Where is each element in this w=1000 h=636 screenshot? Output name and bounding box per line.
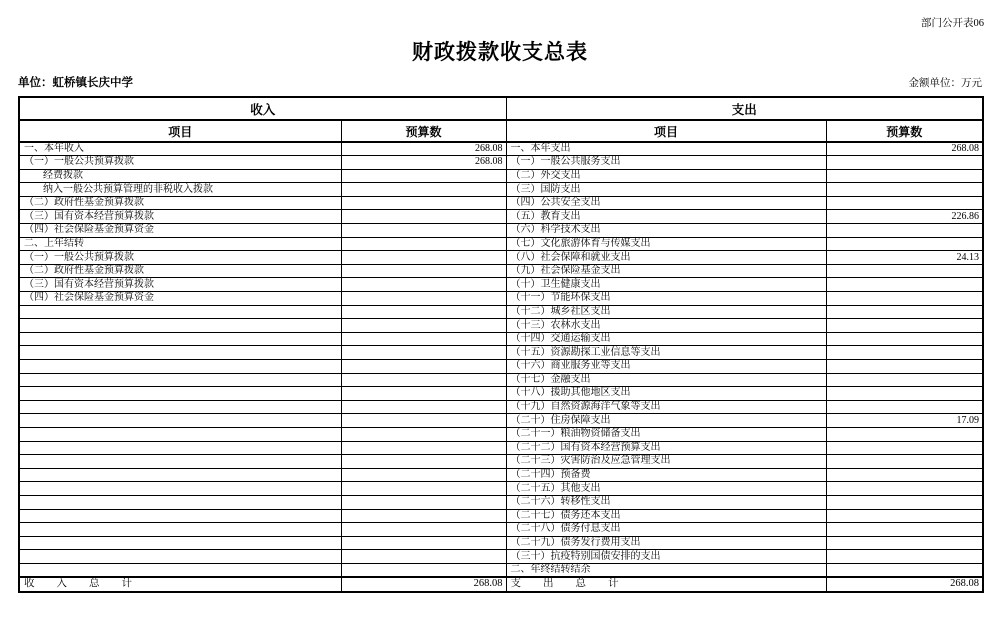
expense-item-cell: （十六）商业服务业等支出 [506,360,826,374]
income-item-cell: （一）一般公共预算拨款 [19,251,341,265]
table-row [19,237,983,251]
table-row [19,319,983,333]
income-budget-col-header: 预算数 [341,120,506,142]
expense-budget-cell [826,224,983,238]
income-budget-cell [341,373,506,387]
expense-budget-cell [826,264,983,278]
expense-budget-cell [826,523,983,537]
income-item-cell [19,563,341,577]
expense-item-cell: （十八）援助其他地区支出 [506,387,826,401]
expense-item-cell: （二）外交支出 [506,169,826,183]
expense-item-cell: 二、年终结转结余 [506,563,826,577]
table-row [19,169,983,183]
expense-item-cell: （二十）住房保障支出 [506,414,826,428]
expense-item-cell: （二十六）转移性支出 [506,495,826,509]
income-item-cell: （二）政府性基金预算拨款 [19,264,341,278]
income-budget-cell [341,468,506,482]
expense-item-cell: （十二）城乡社区支出 [506,305,826,319]
expense-budget-cell [826,441,983,455]
table-row [19,427,983,441]
table-row [19,346,983,360]
expense-budget-cell [826,237,983,251]
expense-budget-cell [826,183,983,197]
income-item-cell [19,360,341,374]
income-budget-cell [341,305,506,319]
table-row [19,495,983,509]
budget-summary-table [18,96,984,593]
expense-budget-cell [826,346,983,360]
expense-budget-cell [826,373,983,387]
expense-budget-cell: 24.13 [826,251,983,265]
table-row [19,305,983,319]
income-item-cell: （四）社会保险基金预算资金 [19,224,341,238]
table-row [19,210,983,224]
table-row [19,400,983,414]
income-budget-cell: 268.08 [341,142,506,156]
income-budget-cell [341,332,506,346]
income-budget-cell [341,523,506,537]
table-row [19,387,983,401]
income-item-cell: 二、上年结转 [19,237,341,251]
table-row [19,196,983,210]
expense-item-cell: （六）科学技术支出 [506,224,826,238]
income-budget-cell [341,292,506,306]
expense-budget-cell [826,400,983,414]
expense-total-label: 支出总计 [506,577,826,592]
income-budget-cell [341,264,506,278]
expense-budget-cell [826,305,983,319]
section-header-row [19,97,983,120]
income-item-cell [19,441,341,455]
income-item-cell: 纳入一般公共预算管理的非税收入拨款 [19,183,341,197]
expense-budget-cell [826,169,983,183]
income-budget-cell [341,427,506,441]
expense-item-cell: （五）教育支出 [506,210,826,224]
income-budget-cell [341,196,506,210]
expense-item-col-header: 项目 [506,120,826,142]
expense-item-cell: （四）公共安全支出 [506,196,826,210]
table-row [19,251,983,265]
table-row [19,468,983,482]
income-item-cell [19,468,341,482]
income-budget-cell [341,482,506,496]
table-row [19,292,983,306]
income-item-cell [19,550,341,564]
expense-item-cell: （十）卫生健康支出 [506,278,826,292]
table-row [19,536,983,550]
expense-budget-cell: 226.86 [826,210,983,224]
income-budget-cell [341,536,506,550]
income-item-cell [19,482,341,496]
table-row [19,278,983,292]
expense-budget-cell [826,196,983,210]
income-budget-cell [341,495,506,509]
table-row [19,156,983,170]
table-row [19,550,983,564]
expense-item-cell: （十三）农林水支出 [506,319,826,333]
income-budget-cell [341,210,506,224]
income-budget-cell [341,346,506,360]
income-budget-cell [341,550,506,564]
income-total-label: 收入总计 [19,577,341,592]
income-item-cell: 经费拨款 [19,169,341,183]
form-code: 部门公开表06 [921,18,984,29]
expense-item-cell: （二十二）国有资本经营预算支出 [506,441,826,455]
expense-item-cell: （七）文化旅游体育与传媒支出 [506,237,826,251]
expense-item-cell: （二十四）预备费 [506,468,826,482]
income-budget-cell [341,237,506,251]
column-header-row [19,120,983,142]
expense-budget-cell [826,509,983,523]
income-budget-cell [341,169,506,183]
table-row [19,360,983,374]
table-row [19,482,983,496]
page-title: 财政拨款收支总表 [412,40,588,64]
table-row [19,332,983,346]
income-item-cell: （三）国有资本经营预算拨款 [19,210,341,224]
expense-item-cell: （二十五）其他支出 [506,482,826,496]
table-row [19,509,983,523]
expense-item-cell: （一）一般公共服务支出 [506,156,826,170]
income-budget-cell [341,441,506,455]
income-item-cell [19,414,341,428]
income-budget-cell [341,251,506,265]
income-item-cell [19,373,341,387]
expense-budget-cell [826,550,983,564]
expense-item-cell: （三）国防支出 [506,183,826,197]
income-budget-cell: 268.08 [341,156,506,170]
expense-budget-cell [826,455,983,469]
expense-budget-cell [826,563,983,577]
expense-item-cell: （九）社会保险基金支出 [506,264,826,278]
income-item-cell: （四）社会保险基金预算资金 [19,292,341,306]
income-section-header: 收入 [19,97,506,120]
income-item-cell [19,319,341,333]
expense-budget-cell [826,319,983,333]
expense-item-cell: （十九）自然资源海洋气象等支出 [506,400,826,414]
income-budget-cell [341,360,506,374]
expense-budget-cell: 17.09 [826,414,983,428]
table-row [19,455,983,469]
expense-item-cell: （三十）抗疫特别国债安排的支出 [506,550,826,564]
expense-item-cell: （二十九）债务发行费用支出 [506,536,826,550]
income-total-value: 268.08 [341,577,506,592]
income-budget-cell [341,278,506,292]
income-item-cell: 一、本年收入 [19,142,341,156]
expense-budget-cell [826,278,983,292]
income-item-cell [19,523,341,537]
income-budget-cell [341,509,506,523]
table-row [19,414,983,428]
income-item-cell [19,305,341,319]
income-budget-cell [341,183,506,197]
income-item-col-header: 项目 [19,120,341,142]
income-item-cell [19,387,341,401]
expense-budget-cell [826,482,983,496]
expense-budget-cell [826,495,983,509]
expense-item-cell: （十五）资源勘探工业信息等支出 [506,346,826,360]
expense-budget-cell [826,387,983,401]
expense-budget-col-header: 预算数 [826,120,983,142]
income-item-cell [19,400,341,414]
table-row [19,183,983,197]
income-item-cell [19,455,341,469]
income-item-cell [19,509,341,523]
expense-budget-cell [826,468,983,482]
income-item-cell [19,495,341,509]
expense-item-cell: （二十八）债务付息支出 [506,523,826,537]
expense-budget-cell [826,156,983,170]
income-item-cell [19,346,341,360]
expense-item-cell: 一、本年支出 [506,142,826,156]
table-row [19,264,983,278]
table-row [19,224,983,238]
expense-budget-cell [826,427,983,441]
income-item-cell [19,536,341,550]
expense-budget-cell [826,292,983,306]
expense-item-cell: （二十七）债务还本支出 [506,509,826,523]
expense-item-cell: （十四）交通运输支出 [506,332,826,346]
table-body [19,142,983,577]
total-row [19,577,983,592]
table-row [19,373,983,387]
income-budget-cell [341,414,506,428]
expense-total-value: 268.08 [826,577,983,592]
expense-budget-cell: 268.08 [826,142,983,156]
expense-item-cell: （十七）金融支出 [506,373,826,387]
income-budget-cell [341,400,506,414]
expense-item-cell: （二十三）灾害防治及应急管理支出 [506,455,826,469]
expense-item-cell: （八）社会保障和就业支出 [506,251,826,265]
expense-budget-cell [826,536,983,550]
income-item-cell: （二）政府性基金预算拨款 [19,196,341,210]
unit-label: 单位：虹桥镇长庆中学 [18,77,133,89]
expense-budget-cell [826,332,983,346]
income-item-cell: （三）国有资本经营预算拨款 [19,278,341,292]
table-row [19,563,983,577]
income-budget-cell [341,319,506,333]
table-row [19,441,983,455]
table-row [19,142,983,156]
income-item-cell: （一）一般公共预算拨款 [19,156,341,170]
income-budget-cell [341,387,506,401]
income-item-cell [19,427,341,441]
expense-item-cell: （二十一）粮油物资储备支出 [506,427,826,441]
amount-unit-label: 金额单位：万元 [908,78,982,89]
expense-section-header: 支出 [506,97,983,120]
income-budget-cell [341,455,506,469]
income-budget-cell [341,224,506,238]
expense-budget-cell [826,360,983,374]
expense-item-cell: （十一）节能环保支出 [506,292,826,306]
income-item-cell [19,332,341,346]
table-row [19,523,983,537]
income-budget-cell [341,563,506,577]
